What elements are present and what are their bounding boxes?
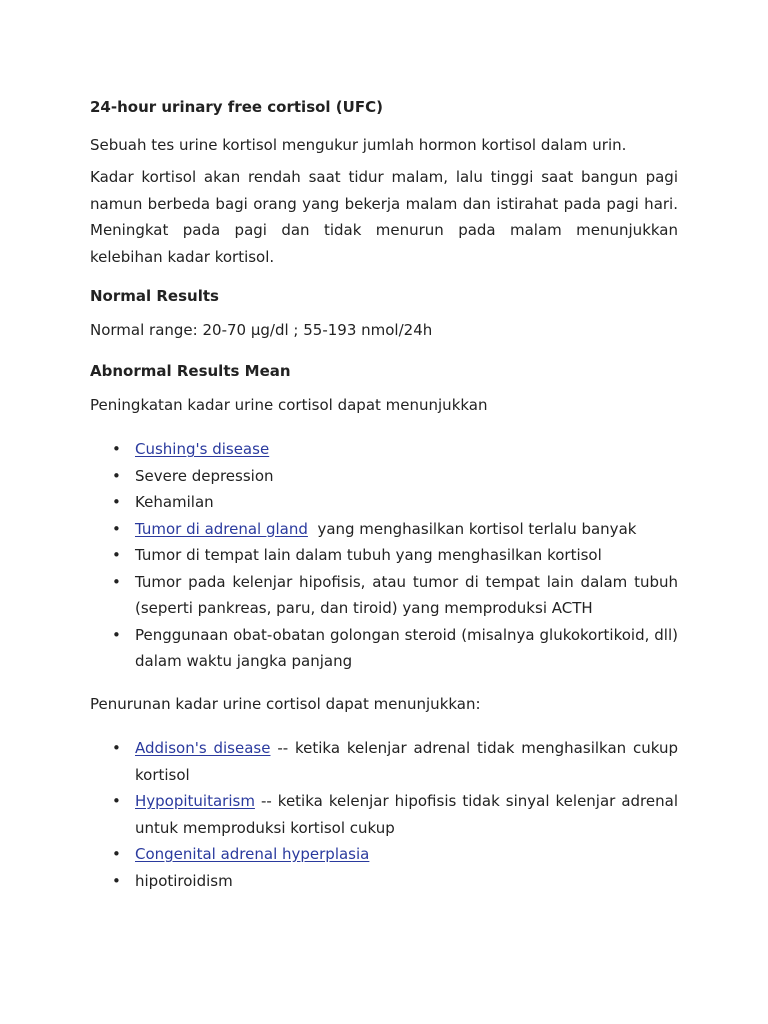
list-item-text: -- ketika kelenjar adrenal tidak menghasilkan cukup kortisol: [135, 739, 678, 784]
normal-range-text: Normal range: 20-70 µg/dl ; 55-193 nmol/24h: [90, 321, 433, 339]
bullet-icon: •: [112, 493, 121, 511]
list-item-text: Severe depression: [135, 466, 274, 485]
list-item: [90, 622, 678, 675]
abnormal-results-heading: Abnormal Results Mean: [90, 362, 291, 380]
adrenal-tumor-link[interactable]: Tumor di adrenal gland: [135, 519, 308, 538]
cushings-disease-link[interactable]: Cushing's disease: [135, 440, 270, 458]
bullet-icon: •: [112, 572, 121, 591]
bullet-icon: •: [112, 845, 121, 863]
bullet-icon: •: [112, 546, 121, 564]
intro-paragraph: Sebuah tes urine kortisol mengukur jumlah hormon kortisol dalam urin.: [90, 136, 627, 154]
list-item: [90, 463, 678, 490]
congenital-adrenal-hyperplasia-link[interactable]: Congenital adrenal hyperplasia: [135, 845, 370, 863]
list-item-text: Tumor di tempat lain dalam tubuh yang menghasilkan kortisol: [135, 546, 602, 564]
list-item: [90, 868, 678, 895]
list-item-text: Penggunaan obat-obatan golongan steroid (misalnya glukokortikoid, dll) dalam waktu jangka panjang: [135, 625, 678, 670]
list-item: [90, 735, 678, 788]
list-item: [90, 841, 678, 868]
normal-results-heading: Normal Results: [90, 287, 219, 305]
description-paragraph: Kadar kortisol akan rendah saat tidur malam, lalu tinggi saat bangun pagi namun berbeda bagi orang yang bekerja malam dan istirahat pada pagi hari. Meningkat pada pagi dan tidak menurun pada malam menunjukkan kelebihan kadar kortisol.: [90, 168, 678, 266]
decrease-causes-list: [90, 735, 678, 894]
bullet-icon: •: [112, 792, 121, 810]
bullet-icon: •: [112, 440, 121, 458]
list-item: [90, 516, 678, 543]
list-item-text: hipotiroidism: [135, 871, 233, 890]
increase-intro-text: Peningkatan kadar urine cortisol dapat menunjukkan: [90, 396, 488, 414]
list-item: [90, 436, 678, 463]
list-item: [90, 489, 678, 516]
addisons-disease-link[interactable]: Addison's disease: [135, 739, 271, 757]
list-item-text: yang menghasilkan kortisol terlalu banyak: [307, 519, 637, 538]
list-item-text: Tumor pada kelenjar hipofisis, atau tumor di tempat lain dalam tubuh (seperti pankreas, paru, dan tiroid) yang memproduksi ACTH: [135, 572, 678, 617]
list-item-text: Kehamilan: [135, 493, 214, 511]
list-item: [90, 569, 678, 622]
bullet-icon: •: [112, 625, 121, 644]
list-item: [90, 542, 678, 569]
bullet-icon: •: [112, 519, 121, 538]
bullet-icon: •: [112, 739, 121, 757]
document-title: 24-hour urinary free cortisol (UFC): [90, 98, 383, 116]
increase-causes-list: [90, 436, 678, 675]
bullet-icon: •: [112, 466, 121, 485]
bullet-icon: •: [112, 871, 121, 890]
list-item: [90, 788, 678, 841]
decrease-intro-text: Penurunan kadar urine cortisol dapat menunjukkan:: [90, 695, 481, 713]
hypopituitarism-link[interactable]: Hypopituitarism: [135, 792, 255, 810]
list-item-text: -- ketika kelenjar hipofisis tidak sinyal kelenjar adrenal untuk memproduksi kortisol cukup: [135, 792, 678, 837]
